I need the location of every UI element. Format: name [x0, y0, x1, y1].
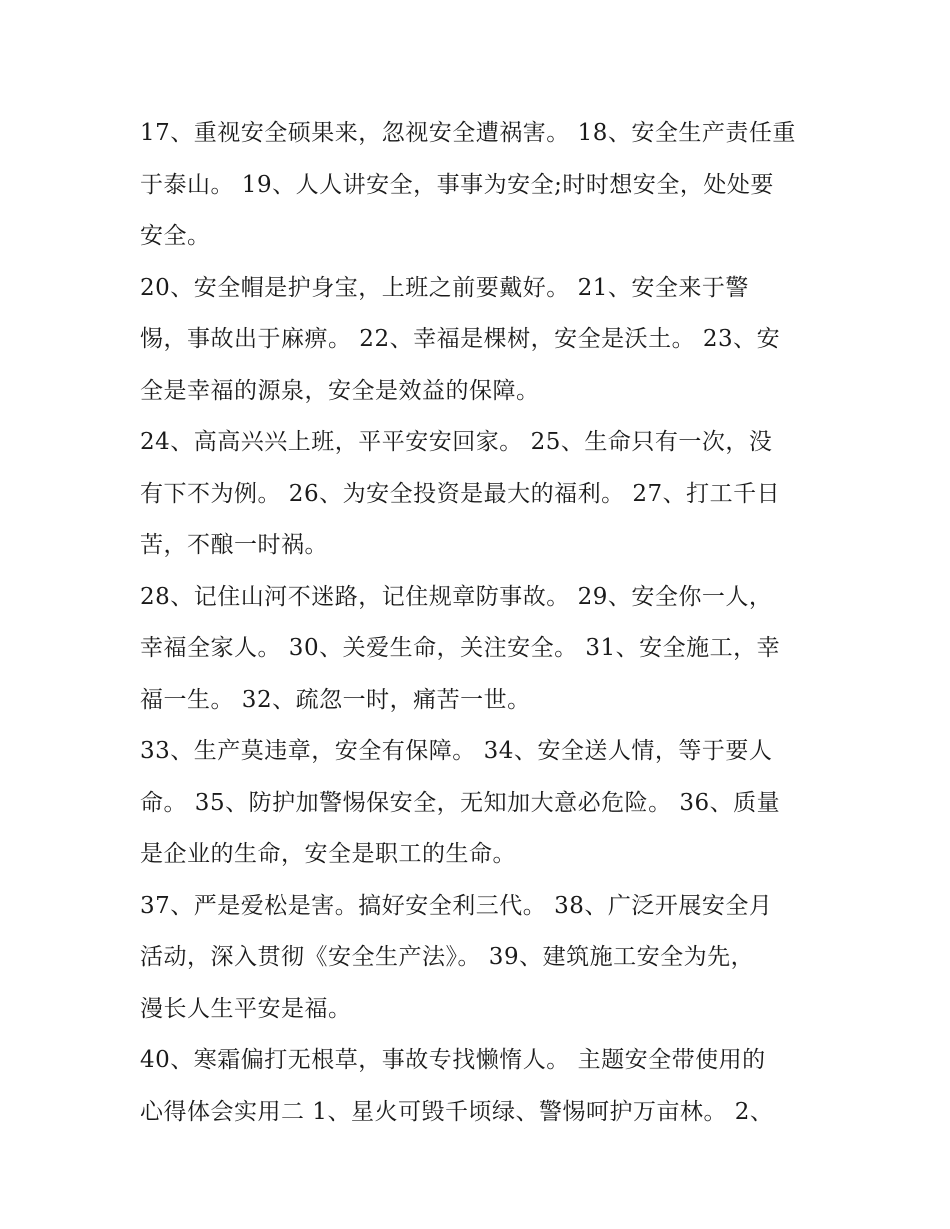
- text-line: 28、记住山河不迷路，记住规章防事故。 29、安全你一人，: [140, 583, 773, 610]
- text-line: 33、生产莫违章，安全有保障。 34、安全送人情，等于要人: [140, 738, 773, 764]
- text-line: 24、高高兴兴上班，平平安安回家。 25、生命只有一次，没: [140, 429, 773, 455]
- text-line: 于泰山。 19、人人讲安全，事事为安全;时时想安全，处处要: [140, 171, 774, 198]
- text-line: 40、寒霜偏打无根草，事故专找懒惰人。 主题安全带使用的: [140, 1047, 766, 1073]
- text-line: 漫长人生平安是福。: [140, 995, 352, 1022]
- text-line: 17、重视安全硕果来，忽视安全遭祸害。 18、安全生产责任重: [140, 120, 796, 146]
- text-line: 幸福全家人。 30、关爱生命，关注安全。 31、安全施工，幸: [140, 635, 781, 661]
- text-line: 福一生。 32、疏忽一时，痛苦一世。: [140, 686, 531, 713]
- text-line: 20、安全帽是护身宝，上班之前要戴好。 21、安全来于警: [140, 274, 749, 301]
- text-line: 是企业的生命，安全是职工的生命。: [140, 841, 516, 867]
- text-line: 心得体会实用二 1、星火可毁千顷绿、警惕呵护万亩林。 2、: [140, 1098, 774, 1125]
- text-line: 安全。: [140, 223, 211, 249]
- text-line: 全是幸福的源泉，安全是效益的保障。: [140, 377, 540, 404]
- text-line: 命。 35、防护加警惕保安全，无知加大意必危险。 36、质量: [140, 789, 781, 816]
- text-line: 苦，不酿一时祸。: [140, 532, 328, 558]
- text-line: 37、严是爱松是害。搞好安全利三代。 38、广泛开展安全月: [140, 892, 773, 919]
- text-line: 活动，深入贯彻《安全生产法》。 39、建筑施工安全为先，: [140, 944, 755, 970]
- text-line: 惕，事故出于麻痹。 22、幸福是棵树，安全是沃土。 23、安: [140, 326, 781, 352]
- document-body: [140, 108, 820, 1138]
- text-line: 有下不为例。 26、为安全投资是最大的福利。 27、打工千日: [140, 480, 781, 507]
